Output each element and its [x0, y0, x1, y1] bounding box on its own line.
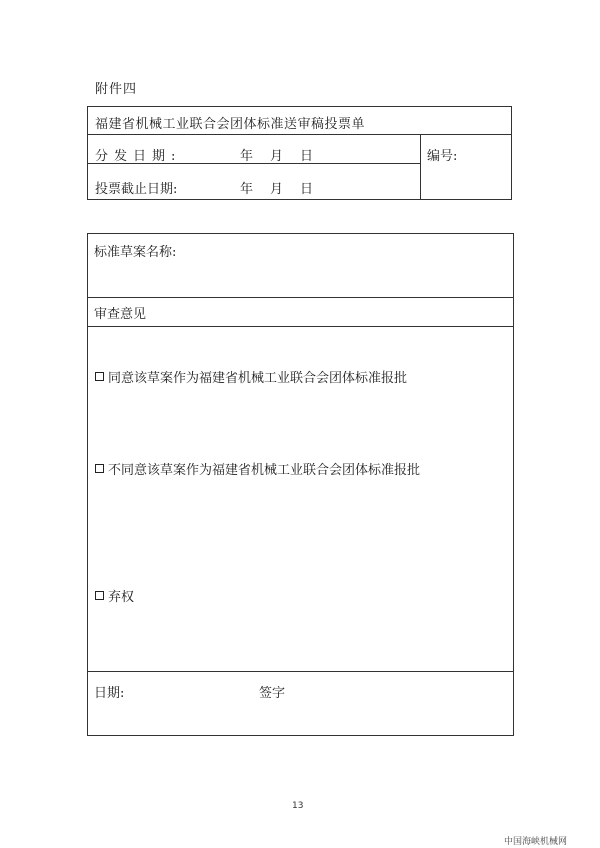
issue-date-label: 分发日期:: [95, 149, 182, 164]
date-label: 日期:: [94, 686, 125, 701]
header-divider-vertical: [420, 135, 421, 200]
watermark-text: 中国海峡机械网: [504, 837, 568, 847]
deadline-label: 投票截止日期:: [95, 182, 178, 197]
agree-option[interactable]: [95, 367, 407, 386]
agree-option-label: 同意该草案作为福建省机械工业联合会团体标准报批: [108, 371, 408, 386]
deadline-month-label: 月: [270, 182, 284, 197]
disagree-option[interactable]: [95, 459, 420, 478]
abstain-option-label: 弃权: [108, 590, 135, 605]
review-opinion-label: 审查意见: [94, 307, 147, 322]
page-number: 13: [292, 801, 304, 811]
issue-day-label: 日: [300, 149, 314, 164]
issue-month-label: 月: [270, 149, 284, 164]
number-label: 编号:: [427, 149, 458, 164]
disagree-option-label: 不同意该草案作为福建省机械工业联合会团体标准报批: [108, 463, 421, 478]
draft-name-label: 标准草案名称:: [94, 245, 177, 260]
attachment-label: 附件四: [95, 82, 138, 97]
ballot-table: [87, 233, 514, 736]
deadline-year-label: 年: [240, 182, 254, 197]
abstain-checkbox[interactable]: [95, 591, 104, 600]
row-divider: [88, 297, 513, 298]
deadline-day-label: 日: [300, 182, 314, 197]
signature-label: 签字: [259, 686, 286, 701]
disagree-checkbox[interactable]: [95, 464, 104, 473]
row-divider: [88, 326, 513, 327]
agree-checkbox[interactable]: [95, 372, 104, 381]
abstain-option[interactable]: [95, 586, 134, 605]
form-title: 福建省机械工业联合会团体标准送审稿投票单: [88, 107, 511, 135]
issue-year-label: 年: [240, 149, 254, 164]
header-table: [87, 106, 512, 200]
row-divider: [88, 671, 513, 672]
